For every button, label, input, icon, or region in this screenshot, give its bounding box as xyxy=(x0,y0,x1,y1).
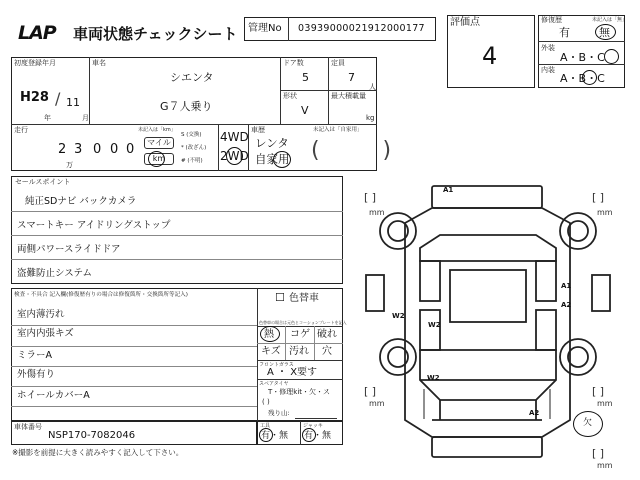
mileage-digit-3: 0 xyxy=(93,142,102,157)
exterior-label: 外装 xyxy=(541,44,555,52)
tread-label: 残り山: xyxy=(268,409,290,417)
color-change-label: 色替車 xyxy=(289,293,319,304)
drive-2wd-circle xyxy=(226,147,243,165)
int-burn: コゲ xyxy=(290,329,310,340)
exterior-c-circle xyxy=(604,49,619,64)
bracket-bottom-right: [ ] xyxy=(592,385,605,398)
int-hole: 穴 xyxy=(322,346,332,357)
interior-b-circle xyxy=(582,70,597,85)
doors-label: ドア数 xyxy=(283,59,304,67)
reg-month: 11 xyxy=(66,96,80,109)
interior-label: 内装 xyxy=(541,66,555,74)
chassis-number: NSP170-7082046 xyxy=(48,430,136,441)
bracket-spare: [ ] xyxy=(592,447,605,460)
inspection-item-2: 室内内張キズ xyxy=(17,328,74,339)
sales-item-3: 両側パワースライドドア xyxy=(17,244,121,255)
doors-value: 5 xyxy=(302,71,309,84)
mm-top-right: mm xyxy=(597,208,613,217)
mm-bottom-left: mm xyxy=(369,399,385,408)
car-grade: G７人乗り xyxy=(160,100,213,113)
mgmt-number: 03939000021912000177 xyxy=(298,23,425,34)
sales-item-2: スマートキー アイドリングストップ xyxy=(17,220,171,231)
int-dirt: 汚れ xyxy=(289,346,309,357)
restore-no: 無 xyxy=(599,26,610,39)
year-unit: 年 xyxy=(44,114,51,122)
int-tear: 破れ xyxy=(317,329,337,340)
drive-4wd: 4WD xyxy=(220,130,249,144)
usage-note: 未記入は「自家用」 xyxy=(313,127,363,133)
inspection-item-3: ミラーA xyxy=(17,350,52,361)
color-change-checkbox: ☐ xyxy=(275,291,285,304)
name-label: 車名 xyxy=(92,59,106,67)
sales-label: セールスポイント xyxy=(15,178,71,186)
reg-slash: / xyxy=(55,89,61,108)
page-title: 車両状態チェックシート xyxy=(73,25,238,43)
maxload-label: 最大積載量 xyxy=(331,92,366,100)
footer-note: ※撮影を前提に大きく読みやすく記入して下さい。 xyxy=(12,448,184,457)
bracket-bottom-left: [ ] xyxy=(364,385,377,398)
jack-label: ジャッキ xyxy=(303,423,323,429)
jack-value: 有・無 xyxy=(304,431,332,441)
mileage-label: 走行 xyxy=(14,126,28,134)
capacity-unit: 人 xyxy=(369,83,376,91)
sales-item-1: 純正SDナビ バックカメラ xyxy=(25,196,137,207)
restore-no-circle xyxy=(595,24,616,40)
spare-options: T・修理kit・欠・ス xyxy=(268,388,331,396)
glass-label: フロントガラス xyxy=(259,362,294,368)
meter-k: * (改ざん) xyxy=(181,145,207,151)
km-circle xyxy=(148,151,165,167)
tool-yes-circle xyxy=(259,428,273,442)
restore-yes: 有 xyxy=(559,26,570,39)
tool-label: 工具 xyxy=(260,423,271,429)
interior-options: A・B・C xyxy=(560,72,605,85)
score-label: 評価点 xyxy=(450,17,480,28)
mm-spare: mm xyxy=(597,461,613,470)
usage-label: 車歴 xyxy=(251,126,265,134)
chassis-label: 車体番号 xyxy=(14,423,42,431)
capacity-value: 7 xyxy=(348,71,355,84)
month-unit: 月 xyxy=(82,114,89,122)
meter-f: # (不明) xyxy=(181,158,203,164)
int-scratch: キズ xyxy=(261,346,281,357)
capacity-label: 定員 xyxy=(331,59,345,67)
tag-mid-w2: W2 xyxy=(428,321,441,329)
mileage-digit-4: 0 xyxy=(110,142,119,157)
maxload-unit: kg xyxy=(366,114,375,122)
mileage-note: 未記入は「km」 xyxy=(138,127,176,133)
mileage-digit-1: 2 xyxy=(58,142,67,157)
shape-label: 形状 xyxy=(283,92,297,100)
drive-2wd: 2WD xyxy=(220,149,249,163)
km-box: km xyxy=(144,153,174,165)
spare-paren: ( ) xyxy=(262,398,270,406)
usage-private-circle xyxy=(273,151,291,168)
sales-item-4: 盗難防止システム xyxy=(17,268,93,279)
exterior-options: A・B・C xyxy=(560,51,605,64)
int-heat-circle xyxy=(260,326,280,342)
mm-top-left: mm xyxy=(369,208,385,217)
mileage-digit-2: 3 xyxy=(74,142,83,157)
spare-label: スペアタイヤ xyxy=(259,381,289,387)
usage-private: 自家用 xyxy=(255,152,290,166)
mgmt-label: 管理No xyxy=(248,23,282,34)
tag-rear-a2: A2 xyxy=(529,409,540,417)
usage-rental: レンタ xyxy=(255,136,289,150)
mm-bottom-right: mm xyxy=(597,399,613,408)
mileage-digit-5: 0 xyxy=(126,142,135,157)
score-value: 4 xyxy=(482,42,498,70)
tag-left-w2: W2 xyxy=(392,312,405,320)
shape-value: V xyxy=(301,104,309,117)
inspection-item-1: 室内薄汚れ xyxy=(17,309,65,320)
restore-label: 修復歴 xyxy=(541,16,562,24)
reg-era-year: H28 xyxy=(20,90,49,105)
reg-label: 初度登録年月 xyxy=(14,59,56,67)
color-change-note: 色替車の場合は元色とコーションプレートを記入 xyxy=(259,320,347,325)
tag-right-a2: A2 xyxy=(561,301,572,309)
mileage-unit-man: 万 xyxy=(66,161,73,169)
lap-logo: LAP xyxy=(18,22,56,44)
tag-rear-w2: W2 xyxy=(427,374,440,382)
jack-yes-circle xyxy=(302,428,316,442)
inspection-label: 検査・不具合 記入欄(修復歴有りの場合は修復箇所・交換箇所等記入) xyxy=(14,292,188,298)
inspection-item-4: 外傷有り xyxy=(17,369,56,380)
bracket-top-right: [ ] xyxy=(592,191,605,204)
glass-value: A ・ X要す xyxy=(267,367,318,378)
mile-box: マイル xyxy=(144,137,174,149)
restore-note: 未記入は「無」 xyxy=(592,17,628,23)
usage-paren: ( ) xyxy=(311,138,392,163)
inspection-item-5: ホイールカバーA xyxy=(17,390,90,401)
car-name: シエンタ xyxy=(170,71,214,84)
tag-right-a1: A1 xyxy=(561,282,572,290)
tool-value: 有・無 xyxy=(261,431,289,441)
meter-s: S (交換) xyxy=(181,132,202,138)
bracket-top-left: [ ] xyxy=(364,191,377,204)
spare-missing-label: 欠 xyxy=(583,418,593,428)
int-heat: 熱 xyxy=(264,329,274,340)
tag-front-a1: A1 xyxy=(443,186,454,194)
